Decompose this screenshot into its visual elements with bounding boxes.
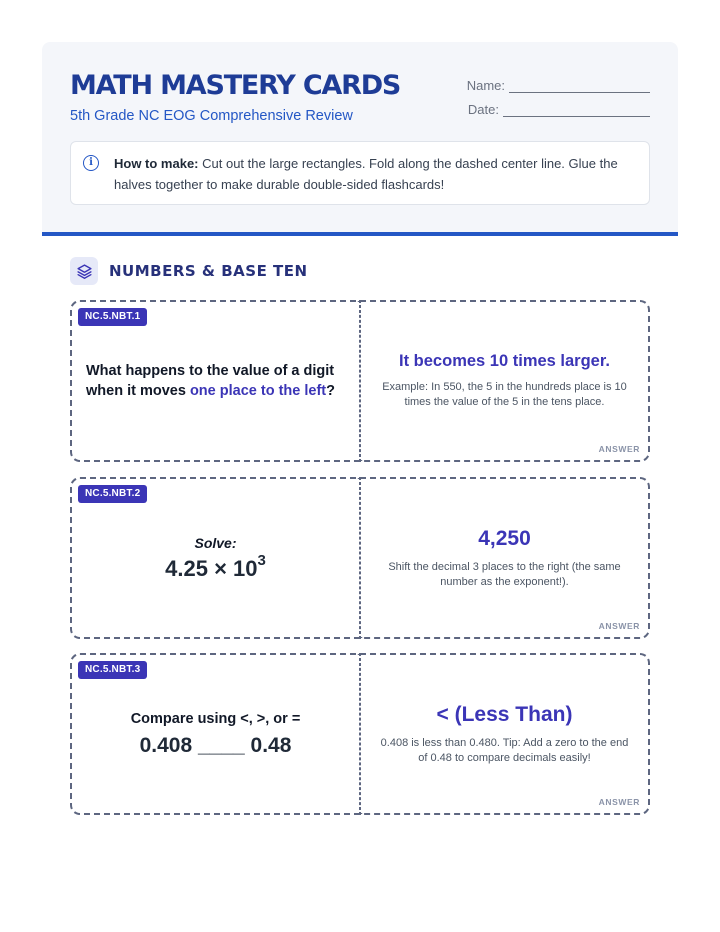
expression-base: 4.25 × 10 [165, 555, 258, 581]
card-front [70, 477, 360, 639]
flashcard [70, 653, 650, 815]
info-icon: i [83, 155, 99, 171]
standard-badge: NC.5.NBT.2 [78, 485, 147, 503]
standard-badge: NC.5.NBT.3 [78, 661, 147, 679]
answer-text: It becomes 10 times larger. [399, 352, 610, 370]
answer-text: < (Less Than) [436, 702, 573, 726]
name-blank-line[interactable] [509, 79, 650, 93]
answer-explanation: Example: In 550, the 5 in the hundreds place is 10 times the value of the 5 in the tens place. [382, 381, 627, 408]
standard-badge: NC.5.NBT.1 [78, 308, 147, 326]
instructions-box [70, 141, 650, 205]
answer-area [375, 302, 634, 460]
name-label: Name: [466, 78, 505, 93]
question-area [80, 655, 351, 813]
answer-label: ANSWER [598, 621, 640, 631]
card-back [360, 300, 650, 462]
answer-area [375, 479, 634, 637]
page-title: MATH MASTERY CARDS [70, 70, 401, 101]
section-heading [70, 257, 308, 285]
question-text [80, 361, 351, 401]
instructions-bold: How to make: [114, 156, 199, 171]
header-divider [42, 232, 678, 236]
instructions-text [114, 153, 634, 195]
question-prompt: Solve: [194, 534, 237, 551]
question-highlight: one place to the left [189, 383, 327, 399]
page-subtitle: 5th Grade NC EOG Comprehensive Review [70, 108, 353, 124]
answer-explanation: 0.408 is less than 0.480. Tip: Add a zero to the end of 0.48 to compare decimals easily! [380, 736, 629, 764]
question-area [80, 302, 351, 460]
answer-explanation: Shift the decimal 3 places to the right (the same number as the exponent!). [388, 560, 621, 588]
answer-text: 4,250 [478, 526, 531, 550]
worksheet-header [42, 42, 678, 232]
question-prompt: Compare using <, >, or = [130, 710, 301, 727]
question-area [80, 479, 351, 637]
layers-icon [70, 257, 98, 285]
question-expression: 0.408 ____ 0.48 [139, 733, 292, 757]
card-front [70, 653, 360, 815]
card-front [70, 300, 360, 462]
flashcard [70, 300, 650, 462]
answer-area [375, 655, 634, 813]
card-back [360, 653, 650, 815]
name-field[interactable] [467, 78, 650, 93]
expression-exponent: 3 [257, 552, 266, 570]
card-back [360, 477, 650, 639]
section-title: NUMBERS & BASE TEN [109, 262, 308, 280]
flashcard [70, 477, 650, 639]
answer-label: ANSWER [598, 797, 640, 807]
question-text-end: ? [326, 383, 335, 399]
date-field[interactable] [468, 102, 650, 117]
date-label: Date: [467, 102, 499, 117]
instructions-body: Cut out the large rectangles. Fold along the dashed center line. Glue the halves together to make durable double-sided flashcards! [114, 156, 618, 192]
answer-label: ANSWER [598, 444, 640, 454]
question-text-start: What happens to the value of a digit when it moves [86, 363, 335, 399]
date-blank-line[interactable] [503, 103, 650, 117]
question-expression [165, 552, 266, 582]
